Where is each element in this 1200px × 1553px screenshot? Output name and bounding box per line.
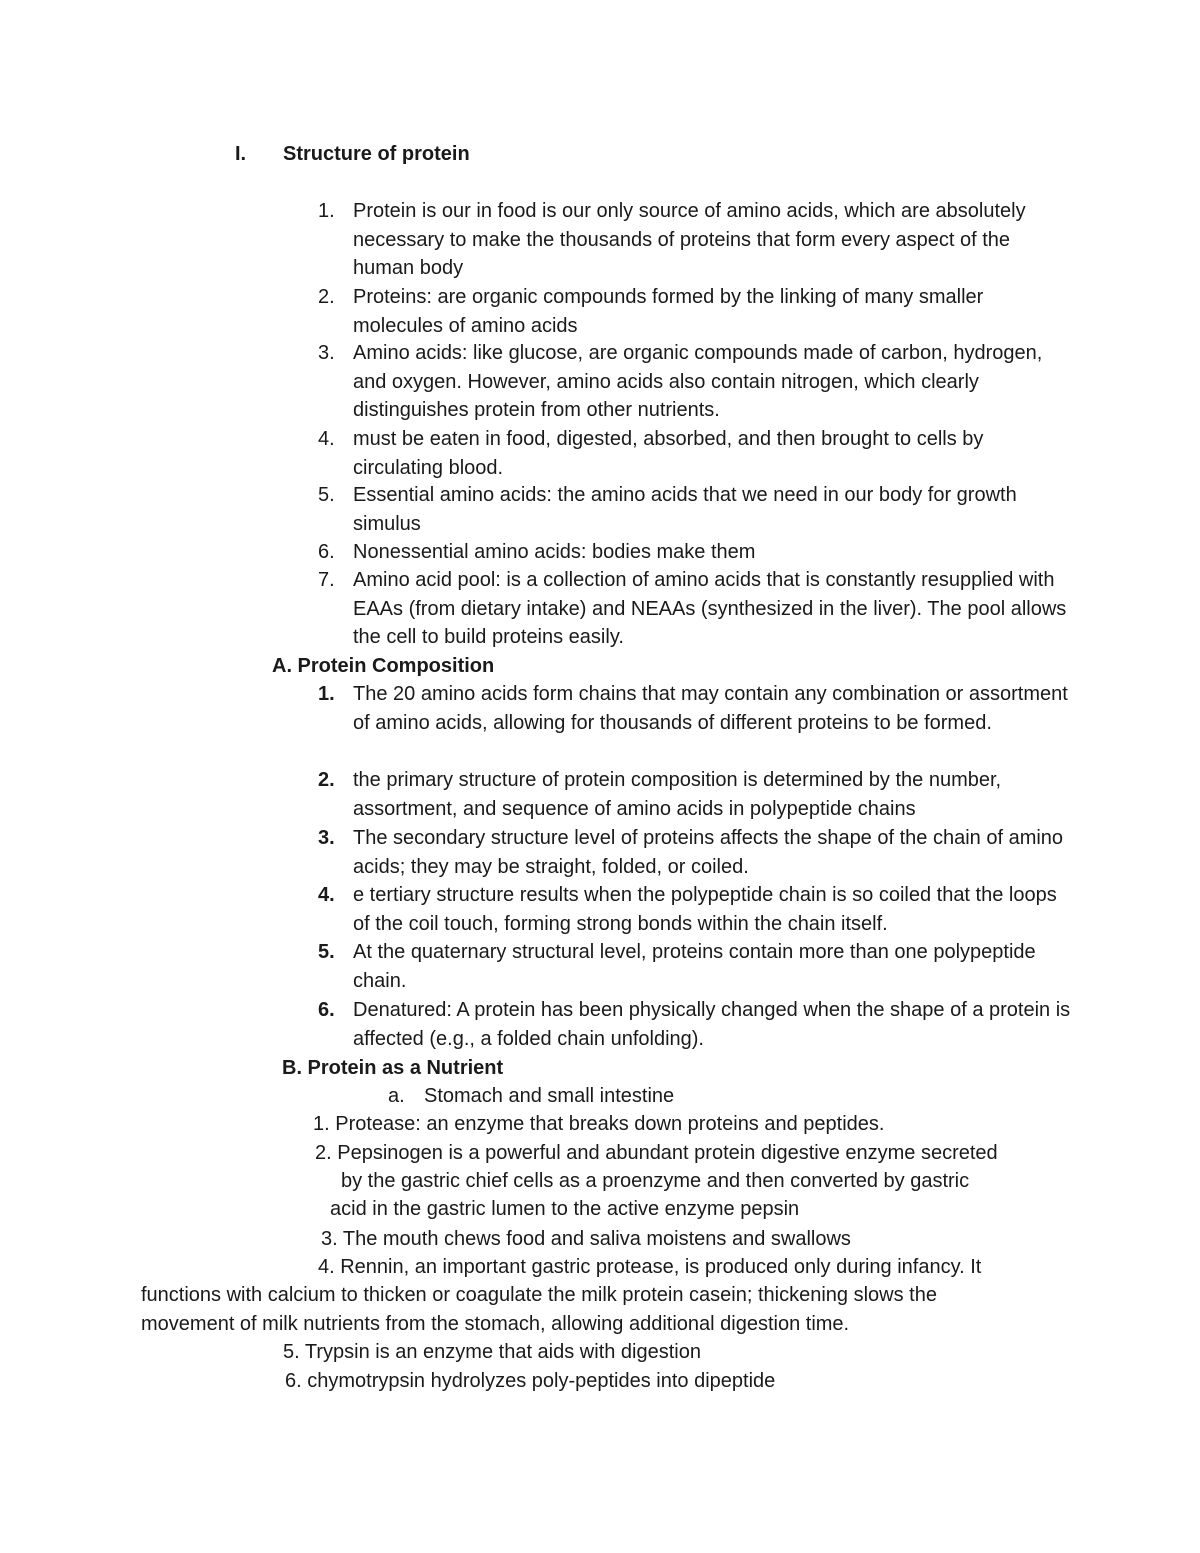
text-line: acid in the gastric lumen to the active enzyme pepsin — [330, 1198, 800, 1220]
list-text: the primary structure of protein composition is determined by the number, assortment, and sequence of amino acids in polypeptide chains — [353, 769, 1002, 820]
section-numeral: I. — [235, 143, 247, 165]
subsection-heading: B. Protein as a Nutrient — [282, 1057, 504, 1079]
subsection-heading: A. Protein Composition — [272, 655, 495, 677]
text-line: 4. Rennin, an important gastric protease, is produced only during infancy. It — [318, 1256, 982, 1278]
text-line: 1. Protease: an enzyme that breaks down proteins and peptides. — [313, 1113, 885, 1135]
list-text: The 20 amino acids form chains that may contain any combination or assortment of amino acids, allowing for thousands of different proteins to be formed. — [353, 683, 1068, 734]
list-number: 1. — [318, 200, 335, 222]
list-text: e tertiary structure results when the polypeptide chain is so coiled that the loops of the coil touch, forming strong bonds within the chain itself. — [353, 884, 1057, 935]
list-text: Nonessential amino acids: bodies make them — [353, 541, 756, 563]
list-text: The secondary structure level of proteins affects the shape of the chain of amino acids; they may be straight, folded, or coiled. — [353, 827, 1064, 878]
list-number: 3. — [318, 827, 335, 849]
list-number: 5. — [318, 484, 335, 506]
text-line: by the gastric chief cells as a proenzyme and then converted by gastric — [341, 1170, 970, 1192]
list-number: 6. — [318, 541, 335, 563]
list-text: must be eaten in food, digested, absorbed, and then brought to cells by circulating blood. — [353, 428, 984, 479]
text-line: functions with calcium to thicken or coagulate the milk protein casein; thickening slows the — [141, 1284, 937, 1306]
list-text: Proteins: are organic compounds formed by the linking of many smaller molecules of amino acids — [353, 286, 984, 337]
list-number: 3. — [318, 342, 335, 364]
list-number: 4. — [318, 884, 335, 906]
list-number: 2. — [318, 286, 335, 308]
list-number: 4. — [318, 428, 335, 450]
list-number: 7. — [318, 569, 335, 591]
sub-list-letter: a. — [388, 1085, 405, 1107]
list-text: Amino acid pool: is a collection of amino acids that is constantly resupplied with EAAs (from dietary intake) and NEAAs (synthesized in the liver). The pool allows the cell to build proteins easily. — [353, 569, 1067, 649]
list-text: At the quaternary structural level, proteins contain more than one polypeptide chain. — [353, 941, 1036, 992]
text-line: movement of milk nutrients from the stomach, allowing additional digestion time. — [141, 1313, 850, 1335]
list-text: Protein is our in food is our only source of amino acids, which are absolutely necessary to make the thousands of proteins that form every aspect of the human body — [353, 200, 1026, 280]
sub-list-text: Stomach and small intestine — [424, 1085, 675, 1107]
list-text: Essential amino acids: the amino acids that we need in our body for growth simulus — [353, 484, 1017, 535]
list-text: Amino acids: like glucose, are organic compounds made of carbon, hydrogen, and oxygen. However, amino acids also contain nitrogen, which clearly distinguishes protein from other nutrients. — [353, 342, 1043, 422]
list-number: 6. — [318, 999, 335, 1021]
text-line: 6. chymotrypsin hydrolyzes poly-peptides into dipeptide — [285, 1370, 776, 1392]
text-line: 2. Pepsinogen is a powerful and abundant protein digestive enzyme secreted — [315, 1142, 998, 1164]
list-number: 2. — [318, 769, 335, 791]
list-number: 1. — [318, 683, 335, 705]
list-number: 5. — [318, 941, 335, 963]
text-line: 5. Trypsin is an enzyme that aids with digestion — [283, 1341, 701, 1363]
list-text: Denatured: A protein has been physically changed when the shape of a protein is affected (e.g., a folded chain unfolding). — [353, 999, 1071, 1050]
section-title: Structure of protein — [283, 143, 470, 165]
text-line: 3. The mouth chews food and saliva moistens and swallows — [321, 1228, 851, 1250]
